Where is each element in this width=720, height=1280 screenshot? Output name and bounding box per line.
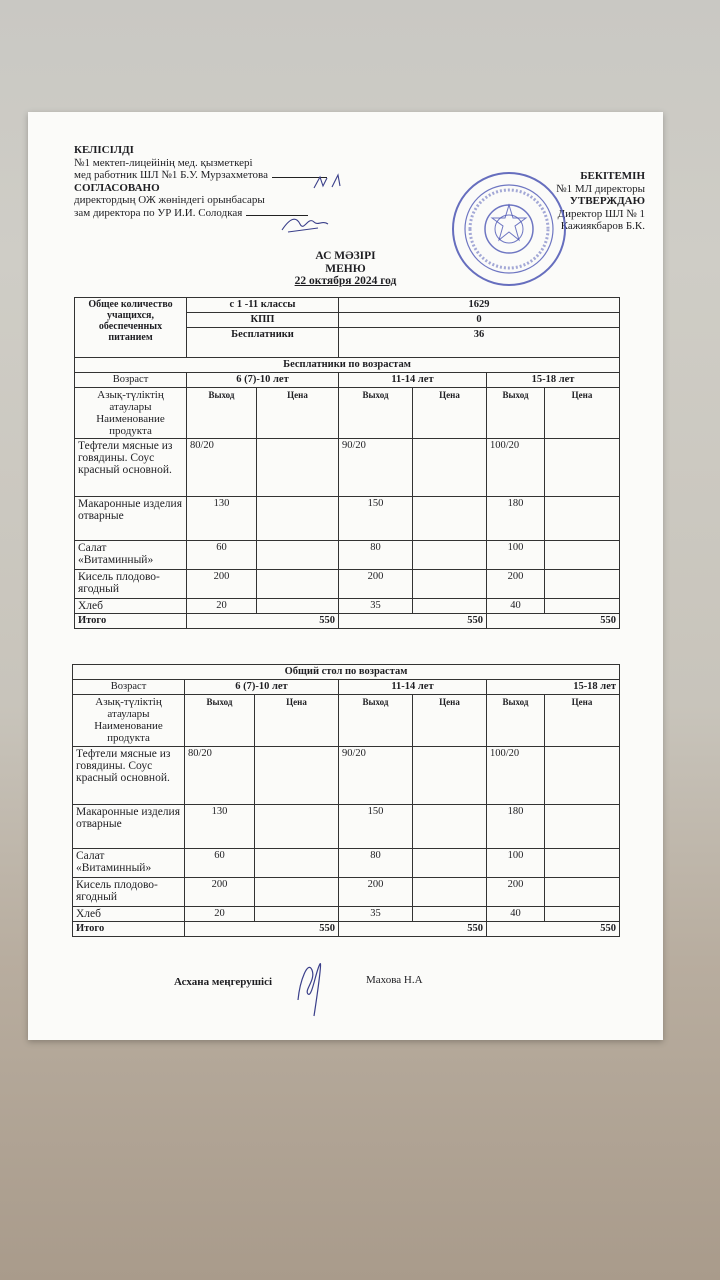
menu-document — [28, 112, 663, 1040]
approval-left-block — [74, 144, 327, 219]
age-group: 11-14 лет — [339, 373, 487, 388]
table-row — [73, 805, 620, 849]
total-value: 550 — [185, 922, 339, 937]
output-value: 200 — [487, 878, 545, 907]
table-row — [73, 849, 620, 878]
col-out: Выход — [339, 695, 413, 747]
output-value: 200 — [187, 570, 257, 599]
section-title: Бесплатники по возрастам — [75, 358, 620, 373]
total-label: Итого — [75, 614, 187, 629]
output-value: 180 — [487, 805, 545, 849]
age-label: Возраст — [75, 373, 187, 388]
signature-canteen-head — [290, 950, 330, 1020]
output-value: 40 — [487, 599, 545, 614]
table-row — [75, 541, 620, 570]
output-value: 200 — [339, 878, 413, 907]
total-row — [75, 614, 620, 629]
total-value: 550 — [487, 614, 620, 629]
col-price: Цена — [545, 695, 620, 747]
table-row — [75, 570, 620, 599]
output-value: 200 — [487, 570, 545, 599]
product-name: Тефтели мясные из говядины. Соус красный основной. — [73, 747, 185, 805]
output-value: 80 — [339, 541, 413, 570]
col-price: Цена — [257, 388, 339, 439]
kelisildi-heading: КЕЛІСІЛДІ — [74, 144, 134, 156]
deputy-director-ru: зам директора по УР И.И. Солодкая — [74, 207, 327, 220]
col-price: Цена — [413, 388, 487, 439]
output-value: 35 — [339, 599, 413, 614]
product-name: Салат «Витаминный» — [75, 541, 187, 570]
approval-right-block — [556, 170, 645, 233]
deputy-director-kz: директордың ОЖ жөніндегі орынбасары — [74, 194, 265, 206]
product-name: Хлеб — [75, 599, 187, 614]
table-row — [75, 599, 620, 614]
output-value: 150 — [339, 497, 413, 541]
age-group: 11-14 лет — [339, 680, 487, 695]
director-ru: Директор ШЛ № 1 — [557, 207, 645, 220]
total-students-label: Общее количество учащихся, обеспеченных питанием — [75, 298, 187, 358]
table-row — [75, 497, 620, 541]
canteen-head-label: Асхана меңгерушісі — [174, 976, 273, 988]
table-row — [73, 878, 620, 907]
summary-row-name: с 1 -11 классы — [187, 298, 339, 313]
col-price: Цена — [255, 695, 339, 747]
output-value: 200 — [185, 878, 255, 907]
age-group: 15-18 лет — [487, 680, 620, 695]
output-value: 200 — [339, 570, 413, 599]
output-value: 60 — [187, 541, 257, 570]
output-value: 35 — [339, 907, 413, 922]
summary-row-value: 0 — [339, 313, 620, 328]
col-out: Выход — [487, 388, 545, 439]
output-value: 130 — [187, 497, 257, 541]
age-group: 6 (7)-10 лет — [187, 373, 339, 388]
output-value: 90/20 — [339, 747, 413, 805]
col-price: Цена — [545, 388, 620, 439]
output-value: 100 — [487, 541, 545, 570]
output-value: 80/20 — [185, 747, 255, 805]
output-value: 80/20 — [187, 439, 257, 497]
director-name: Кажиякбаров Б.К. — [560, 220, 645, 232]
total-value: 550 — [339, 922, 487, 937]
section-title: Общий стол по возрастам — [73, 665, 620, 680]
total-value: 550 — [187, 614, 339, 629]
col-out: Выход — [185, 695, 255, 747]
output-value: 20 — [187, 599, 257, 614]
table-row — [75, 439, 620, 497]
summary-row-value: 1629 — [339, 298, 620, 313]
output-value: 150 — [339, 805, 413, 849]
canteen-head-name: Махова Н.А — [366, 974, 423, 986]
product-name: Тефтели мясные из говядины. Соус красный основной. — [75, 439, 187, 497]
product-name: Кисель плодово-ягодный — [75, 570, 187, 599]
soglasovano-heading: СОГЛАСОВАНО — [74, 181, 160, 194]
col-out: Выход — [487, 695, 545, 747]
total-value: 550 — [487, 922, 620, 937]
age-group: 6 (7)-10 лет — [185, 680, 339, 695]
output-value: 100/20 — [487, 747, 545, 805]
total-value: 550 — [339, 614, 487, 629]
product-header: Азық-түліктің атаулары Наименование продукта — [75, 388, 187, 439]
col-price: Цена — [413, 695, 487, 747]
summary-row-value: 36 — [339, 328, 620, 358]
age-label: Возраст — [73, 680, 185, 695]
signature-medworker — [310, 172, 350, 194]
product-name: Макаронные изделия отварные — [73, 805, 185, 849]
menu-title — [28, 250, 663, 288]
title-ru: МЕНЮ — [325, 262, 366, 275]
output-value: 60 — [185, 849, 255, 878]
director-kz: №1 МЛ директоры — [556, 182, 645, 195]
col-out: Выход — [339, 388, 413, 439]
med-worker-ru: мед работник ШЛ №1 Б.У. Мурзахметова — [74, 169, 327, 182]
table-row — [73, 747, 620, 805]
general-table — [72, 664, 620, 937]
product-name: Кисель плодово-ягодный — [73, 878, 185, 907]
output-value: 40 — [487, 907, 545, 922]
output-value: 80 — [339, 849, 413, 878]
product-name: Макаронные изделия отварные — [75, 497, 187, 541]
total-label: Итого — [73, 922, 185, 937]
product-name: Салат «Витаминный» — [73, 849, 185, 878]
output-value: 100/20 — [487, 439, 545, 497]
summary-row-name: КПП — [187, 313, 339, 328]
output-value: 180 — [487, 497, 545, 541]
product-header: Азық-түліктің атаулары Наименование продукта — [73, 695, 185, 747]
summary-row-name: Бесплатники — [187, 328, 339, 358]
output-value: 100 — [487, 849, 545, 878]
bekitemin-heading: БЕКІТЕМІН — [580, 170, 645, 182]
table-row — [73, 907, 620, 922]
output-value: 90/20 — [339, 439, 413, 497]
age-group: 15-18 лет — [487, 373, 620, 388]
title-kz: АС МӘЗІРІ — [315, 250, 376, 262]
output-value: 130 — [185, 805, 255, 849]
free-meals-table — [74, 297, 620, 629]
med-worker-kz: №1 мектеп-лицейінің мед. қызметкері — [74, 156, 253, 169]
menu-date: 22 октября 2024 год — [294, 275, 397, 287]
output-value: 20 — [185, 907, 255, 922]
utverzhdayu-heading: УТВЕРЖДАЮ — [569, 195, 645, 207]
col-out: Выход — [187, 388, 257, 439]
product-name: Хлеб — [73, 907, 185, 922]
signature-deputy — [278, 212, 333, 238]
total-row — [73, 922, 620, 937]
